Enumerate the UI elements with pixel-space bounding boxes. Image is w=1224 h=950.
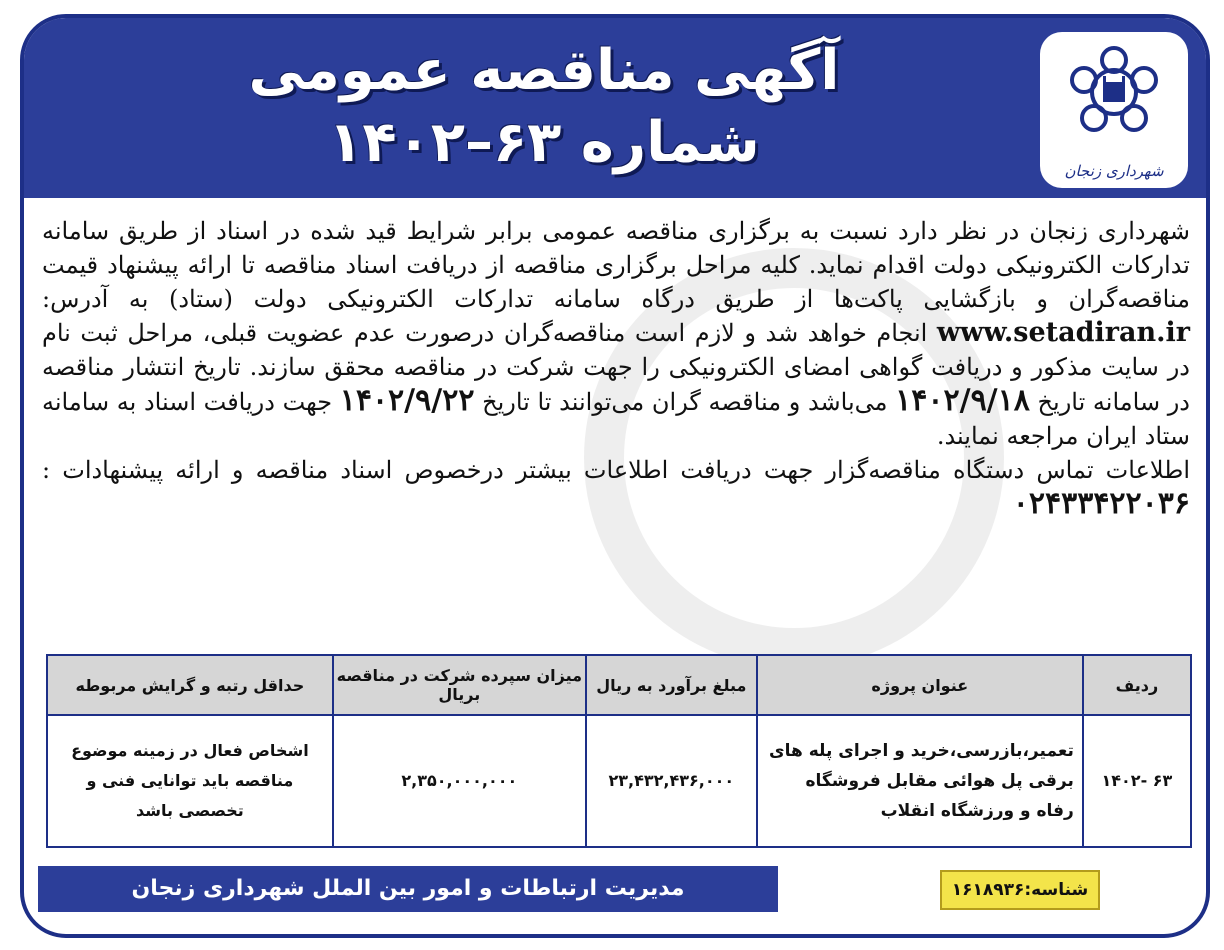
logo-caption: شهرداری زنجان xyxy=(1064,162,1164,180)
cell-deposit: ۲,۳۵۰,۰۰۰,۰۰۰ xyxy=(333,715,586,847)
cell-project-title: تعمیر،بازرسی،خرید و اجرای پله های برقی پل هوائی مقابل فروشگاه رفاه و ورزشگاه انقلاب xyxy=(757,715,1083,847)
contact-text: اطلاعات تماس دستگاه مناقصه‌گزار جهت دریافت اطلاعات بیشتر درخصوص اسناد مناقصه و ارائه پیشنهادات : xyxy=(42,456,1190,484)
header-project-title: عنوان پروژه xyxy=(757,655,1083,715)
notice-title: آگهی مناقصه عمومی xyxy=(248,38,840,103)
notice-frame xyxy=(20,14,1210,938)
header-estimate: مبلغ برآورد به ریال xyxy=(586,655,757,715)
table-row xyxy=(47,715,1191,847)
notice-id-badge xyxy=(940,870,1100,910)
intro-text: شهرداری زنجان در نظر دارد نسبت به برگزاری مناقصه عمومی برابر شرایط قید شده در اسناد از طریق سامانه تدارکات الکترونیکی دولت اقدام نماید. کلیه مراحل برگزاری مناقصه از دریافت اسناد مناقصه تا ارائه پیشنهاد قیمت مناقصه‌گران و بازگشایی پاکت‌ها از طریق درگاه سامانه تدارکات الکترونیکی دولت (ستاد) به آدرس: xyxy=(42,217,1191,313)
table-header-row xyxy=(47,655,1191,715)
header-deposit: میزان سپرده شرکت در مناقصه بریال xyxy=(333,655,586,715)
notice-header xyxy=(24,18,1206,198)
contact-phone: ۰۲۴۳۳۴۲۲۰۳۶ xyxy=(1012,486,1190,521)
cell-qualification: اشخاص فعال در زمینه موضوع مناقصه باید توانایی فنی و تخصصی باشد xyxy=(47,715,333,847)
publish-date: ۱۴۰۲/۹/۱۸ xyxy=(895,383,1030,418)
notice-paragraph-1 xyxy=(42,214,1190,453)
id-label: شناسه: xyxy=(1024,880,1089,900)
registration-text: انجام خواهد شد و لازم است مناقصه‌گران درصورت عدم عضویت قبلی، مراحل ثبت نام در سایت مذکور و دریافت گواهی امضای الکترونیکی را جهت شرکت در مناقصه محقق سازند. تاریخ انتشار مناقصه در سامانه تاریخ xyxy=(42,319,1190,416)
cell-row-no: ۶۳ -۱۴۰۲ xyxy=(1083,715,1191,847)
id-value: ۱۶۱۸۹۳۶ xyxy=(951,880,1025,900)
notice-number: شماره ۶۳–۱۴۰۲ xyxy=(328,110,760,175)
header-row-no: ردیف xyxy=(1083,655,1191,715)
emblem-icon xyxy=(1059,44,1169,144)
header-qualification: حداقل رتبه و گرایش مربوطه xyxy=(47,655,333,715)
notice-paragraph-2 xyxy=(42,453,1190,522)
tender-table xyxy=(46,654,1192,848)
deadline-date: ۱۴۰۲/۹/۲۲ xyxy=(339,383,475,418)
closing-text: جهت دریافت اسناد به سامانه ستاد ایران مراجعه نمایند. xyxy=(42,388,1190,450)
deadline-text: می‌باشد و مناقصه گران می‌توانند تا تاریخ xyxy=(482,388,888,416)
cell-estimate: ۲۳,۴۳۲,۴۳۶,۰۰۰ xyxy=(586,715,757,847)
department-footer: مدیریت ارتباطات و امور بین الملل شهرداری زنجان xyxy=(38,866,778,912)
setad-url-link[interactable]: www.setadiran.ir xyxy=(936,317,1190,348)
municipality-logo xyxy=(1040,32,1188,188)
notice-body xyxy=(42,214,1190,522)
